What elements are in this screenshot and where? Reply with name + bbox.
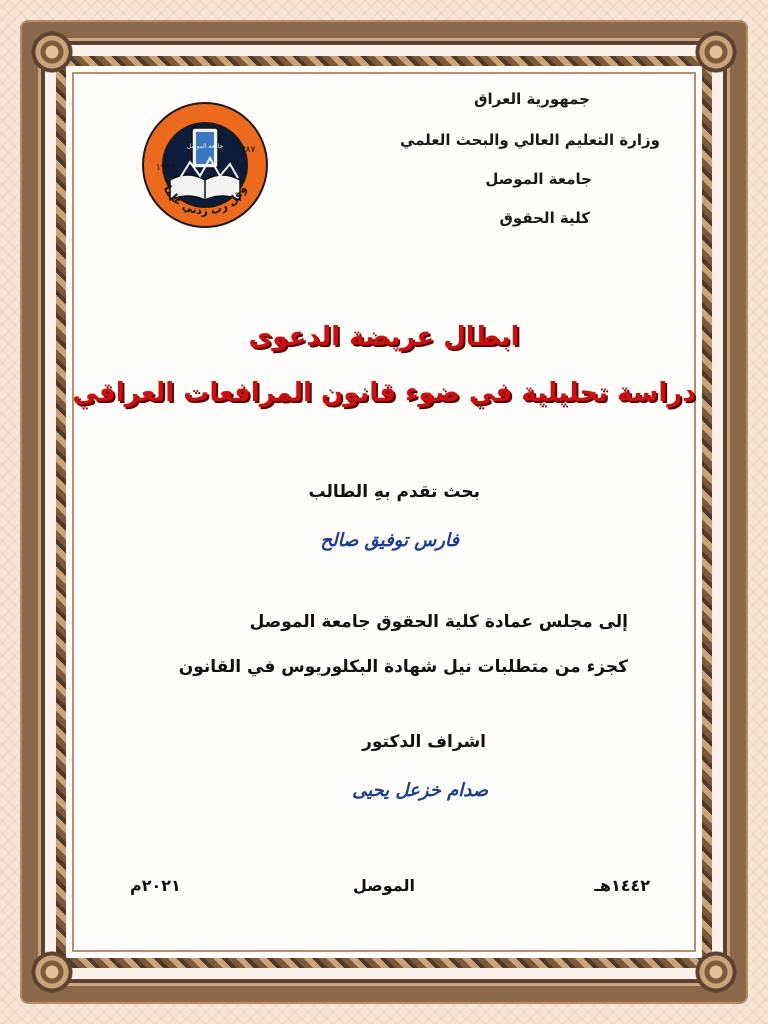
frame-corner-ornament <box>694 30 738 74</box>
university-logo <box>140 100 270 230</box>
submission-line1: إلى مجلس عمادة كلية الحقوق جامعة الموصل <box>249 612 628 632</box>
submitted-by-label: بحث تقدم بهِ الطالب <box>308 482 480 502</box>
student-name: فارس توفيق صالح <box>320 530 459 551</box>
header-ministry: وزارة التعليم العالي والبحث العلمي <box>399 131 660 149</box>
header-college: كلية الحقوق <box>499 209 590 227</box>
gregorian-year: ٢٠٢١م <box>130 876 181 895</box>
hijri-year: ١٤٤٢هـ <box>594 876 650 895</box>
frame-corner-ornament <box>694 950 738 994</box>
logo-ring-text: وقل رب زدني علما <box>160 183 250 218</box>
supervision-label: اشراف الدكتور <box>362 732 486 752</box>
logo-year-left: ١٩٦٧ <box>156 163 176 173</box>
header-republic: جمهورية العراق <box>474 90 590 108</box>
supervisor-name: صدام خزعل يحيى <box>352 780 488 801</box>
research-title-line2: دراسة تحليلية في ضوء قانون المرافعات العراقي <box>72 378 696 408</box>
city-name: الموصل <box>353 876 415 895</box>
frame-corner-ornament <box>30 950 74 994</box>
logo-book-text: جامعة الموصل <box>186 143 224 150</box>
header-university: جامعة الموصل <box>485 170 592 188</box>
research-title-line1: ابطال عريضة الدعوى <box>248 322 520 352</box>
logo-year-right: ١٣٨٧ <box>236 145 256 155</box>
submission-line2: كجزء من متطلبات نيل شهادة البكلوريوس في القانون <box>178 657 628 677</box>
frame-corner-ornament <box>30 30 74 74</box>
